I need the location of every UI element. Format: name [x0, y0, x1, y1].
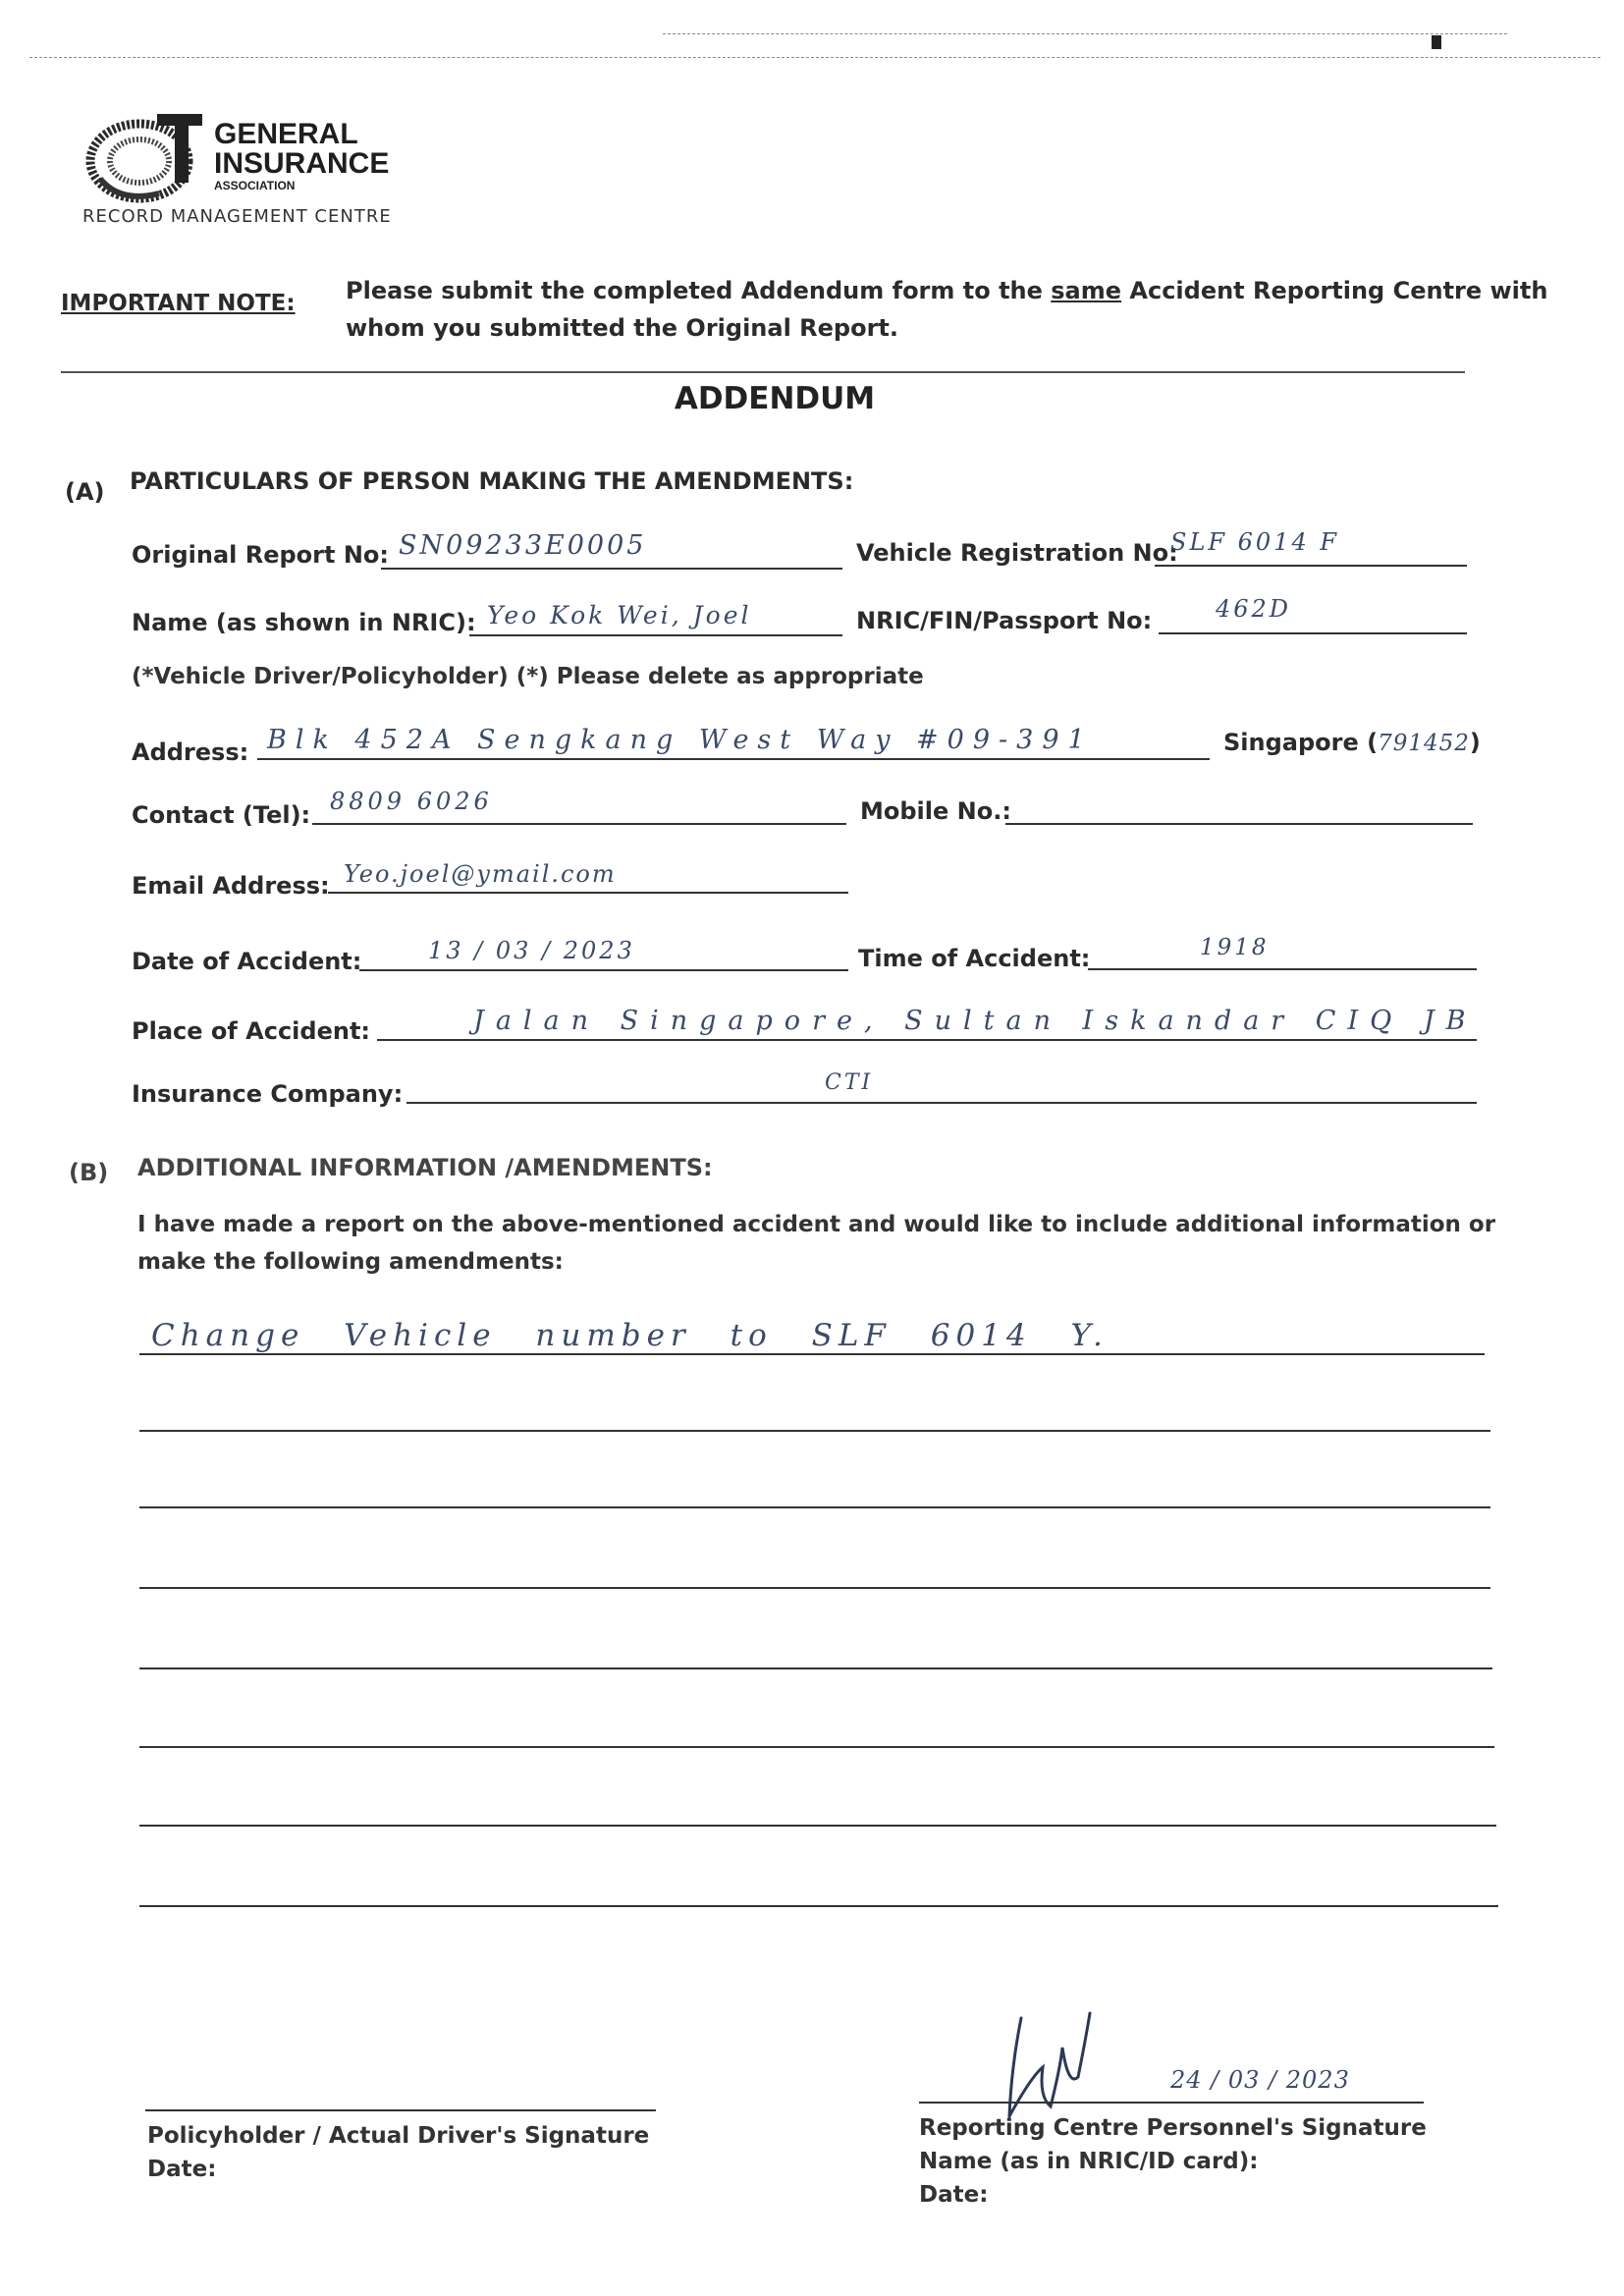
- rc-date-value: 24 / 03 / 2023: [1170, 2066, 1350, 2094]
- date-of-accident-field[interactable]: [359, 969, 848, 971]
- note-text: Accident Reporting Centre with: [1121, 277, 1548, 304]
- vehicle-reg-field[interactable]: [1155, 565, 1467, 567]
- address-label: Address:: [132, 738, 249, 766]
- contact-field[interactable]: [312, 823, 846, 825]
- place-of-accident-label: Place of Accident:: [132, 1017, 371, 1045]
- rc-signature-line[interactable]: [919, 2102, 1424, 2104]
- singapore-label: [1223, 729, 1481, 756]
- section-b-intro-line2: make the following amendments:: [137, 1249, 564, 1275]
- address-value: Blk 452A Sengkang West Way #09-391: [267, 725, 1094, 755]
- rc-signature-label: Reporting Centre Personnel's Signature: [919, 2115, 1427, 2141]
- section-b-heading: ADDITIONAL INFORMATION /AMENDMENTS:: [137, 1154, 713, 1181]
- place-of-accident-field[interactable]: [377, 1039, 1477, 1041]
- section-b-intro-line1: I have made a report on the above-mentioned accident and would like to include additional information or: [137, 1212, 1496, 1237]
- reporting-centre-signature-icon: [992, 2008, 1110, 2126]
- amendment-line-3[interactable]: [139, 1506, 1490, 1508]
- form-title: ADDENDUM: [674, 381, 876, 416]
- logo-line-general: GENERAL: [214, 118, 358, 150]
- rc-date-label: Date:: [919, 2182, 989, 2208]
- important-note-line1: [346, 277, 1547, 304]
- amendment-line-8[interactable]: [139, 1905, 1498, 1907]
- scan-artifact-line: [663, 33, 1507, 34]
- delete-note: (*Vehicle Driver/Policyholder) (*) Please delete as appropriate: [132, 664, 924, 689]
- logo-line-association: ASSOCIATION: [214, 179, 296, 192]
- place-of-accident-value: Jalan Singapore, Sultan Iskandar CIQ JB: [473, 1006, 1478, 1036]
- name-field[interactable]: [469, 634, 842, 636]
- scan-artifact-mark: [1432, 35, 1441, 49]
- amendment-line-5[interactable]: [139, 1667, 1492, 1669]
- time-of-accident-value: 1918: [1200, 935, 1270, 960]
- important-note-label: IMPORTANT NOTE:: [61, 291, 296, 316]
- address-field[interactable]: [257, 758, 1210, 760]
- original-report-value: SN09233E0005: [399, 530, 647, 561]
- mobile-label: Mobile No.:: [860, 797, 1011, 825]
- divider-line: [61, 371, 1465, 373]
- note-same: same: [1051, 277, 1122, 304]
- amendment-line-6[interactable]: [139, 1746, 1494, 1748]
- policyholder-signature-line[interactable]: [145, 2109, 656, 2111]
- scan-artifact-line: [29, 57, 1600, 58]
- amendment-line-7[interactable]: [139, 1825, 1496, 1827]
- important-note-line2: whom you submitted the Original Report.: [346, 314, 899, 342]
- insurance-company-label: Insurance Company:: [132, 1080, 404, 1108]
- gia-logo-icon: [81, 110, 208, 208]
- vehicle-reg-label: Vehicle Registration No:: [856, 539, 1178, 567]
- time-of-accident-label: Time of Accident:: [858, 945, 1091, 972]
- nric-field[interactable]: [1159, 632, 1467, 634]
- policyholder-date-label: Date:: [147, 2157, 217, 2182]
- email-field[interactable]: [328, 892, 848, 894]
- logo-line-insurance: INSURANCE: [214, 147, 390, 180]
- section-a-marker: (A): [65, 478, 105, 506]
- section-a-heading: PARTICULARS OF PERSON MAKING THE AMENDMENTS:: [130, 467, 854, 495]
- insurance-company-field[interactable]: [406, 1102, 1477, 1104]
- mobile-field[interactable]: [1005, 823, 1473, 825]
- section-b-marker: (B): [69, 1159, 109, 1186]
- email-label: Email Address:: [132, 872, 330, 900]
- name-value: Yeo Kok Wei, Joel: [487, 601, 752, 629]
- rc-name-label: Name (as in NRIC/ID card):: [919, 2149, 1259, 2174]
- time-of-accident-field[interactable]: [1088, 968, 1477, 970]
- singapore-close: ): [1469, 729, 1481, 756]
- singapore-text: Singapore (: [1223, 729, 1379, 756]
- insurance-company-value: CTI: [825, 1070, 874, 1095]
- policyholder-signature-label: Policyholder / Actual Driver's Signature: [147, 2123, 650, 2149]
- amendment-line-4[interactable]: [139, 1587, 1490, 1589]
- note-text: Please submit the completed Addendum form to the: [346, 277, 1052, 304]
- original-report-label: Original Report No:: [132, 541, 389, 569]
- amendment-line-2[interactable]: [139, 1430, 1490, 1432]
- name-label: Name (as shown in NRIC):: [132, 609, 476, 636]
- amendment-text-value: Change Vehicle number to SLF 6014 Y.: [151, 1318, 1109, 1353]
- nric-value: 462D: [1216, 595, 1292, 623]
- date-of-accident-value: 13 / 03 / 2023: [428, 937, 635, 964]
- amendment-line-1[interactable]: [139, 1353, 1485, 1355]
- contact-value: 8809 6026: [330, 788, 493, 815]
- date-of-accident-label: Date of Accident:: [132, 948, 362, 975]
- postal-code-value: 791452: [1378, 731, 1470, 756]
- nric-label: NRIC/FIN/Passport No:: [856, 607, 1153, 634]
- original-report-field[interactable]: [381, 568, 842, 570]
- vehicle-reg-value: SLF 6014 F: [1170, 528, 1340, 556]
- contact-label: Contact (Tel):: [132, 801, 311, 829]
- logo-subtitle: RECORD MANAGEMENT CENTRE: [82, 206, 392, 227]
- email-value: Yeo.joel@ymail.com: [344, 860, 617, 888]
